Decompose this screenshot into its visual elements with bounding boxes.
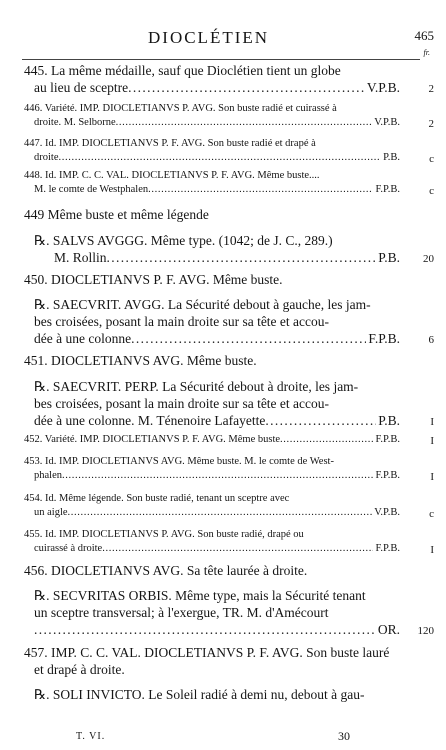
catalog-line xyxy=(24,138,400,149)
line-text: ℞. SECVRITAS ORBIS. Même type, mais la Sécurité tenant xyxy=(34,588,366,603)
catalog-line xyxy=(34,470,400,481)
dot-leader xyxy=(102,543,373,554)
rarity-code: F.P.B. xyxy=(368,331,400,346)
dot-leader xyxy=(116,117,373,128)
rarity-code: F.P.B. xyxy=(375,434,400,445)
dot-leader xyxy=(34,622,376,638)
line-text: 448. Id. IMP. C. C. VAL. DIOCLETIANVS P. F. AVG. Même buste.... xyxy=(24,170,320,181)
price-value: c xyxy=(429,185,434,197)
catalog-line xyxy=(34,80,400,96)
line-text: 452. Variété. IMP. DIOCLETIANVS P. F. AVG. Même buste xyxy=(24,434,281,445)
catalog-line xyxy=(24,170,400,181)
price-value: c xyxy=(429,508,434,520)
line-text: un sceptre transversal; à l'exergue, TR. M. d'Amécourt xyxy=(34,605,329,620)
catalog-line xyxy=(24,563,400,579)
line-text: 453. Id. IMP. DIOCLETIANVS AVG. Même buste. M. le comte de West- xyxy=(24,456,334,467)
line-text: bes croisées, posant la main droite sur sa tête et accou- xyxy=(34,396,330,411)
catalog-line xyxy=(34,152,400,163)
price-value: c xyxy=(429,153,434,165)
catalog-line xyxy=(34,588,400,604)
price-value: I xyxy=(430,544,434,556)
rarity-code: F.P.B. xyxy=(375,470,400,481)
catalog-line xyxy=(34,396,400,412)
catalog-line xyxy=(34,622,400,638)
rarity-code: F.P.B. xyxy=(375,543,400,554)
price-value: 2 xyxy=(428,83,434,95)
line-text: dée à une colonne xyxy=(34,331,132,346)
page-header xyxy=(0,28,446,57)
catalog-line xyxy=(24,103,400,114)
line-text: M. Rollin xyxy=(54,250,107,265)
line-text: et drapé à droite. xyxy=(34,662,125,677)
catalog-line xyxy=(34,297,400,313)
rarity-code: P.B. xyxy=(383,152,400,163)
catalog-line xyxy=(34,507,400,518)
line-text: 449 Même buste et même légende xyxy=(24,207,209,222)
currency-unit: fr. xyxy=(423,48,430,57)
rarity-code: OR. xyxy=(377,622,400,637)
catalog-line xyxy=(54,250,400,266)
catalog-line xyxy=(24,434,400,445)
footer-signature: T. VI. xyxy=(76,731,106,742)
catalog-line xyxy=(24,63,400,79)
line-text: phalen xyxy=(34,470,62,481)
catalog-line xyxy=(24,456,400,467)
catalog-line xyxy=(34,331,400,347)
line-text: 445. La même médaille, sauf que Dioclétien tient un globe xyxy=(24,63,341,78)
price-value: I xyxy=(430,471,434,483)
catalog-line xyxy=(24,272,400,288)
catalog-line xyxy=(34,413,400,429)
catalog-line xyxy=(24,645,400,661)
rarity-code: V.P.B. xyxy=(374,507,400,518)
line-text: 446. Variété. IMP. DIOCLETIANVS P. AVG. Son buste radié et cuirassé à xyxy=(24,103,337,114)
catalog-line xyxy=(34,233,400,249)
price-value: 2 xyxy=(428,118,434,130)
line-text: un aigle xyxy=(34,507,68,518)
catalog-line xyxy=(34,605,400,621)
catalog-line xyxy=(24,529,400,540)
catalog-line xyxy=(34,687,400,703)
price-value: I xyxy=(430,435,434,447)
rarity-code: F.P.B. xyxy=(375,184,400,195)
line-text: dée à une colonne. M. Ténenoire Lafayette xyxy=(34,413,266,428)
line-text: 447. Id. IMP. DIOCLETIANVS P. F. AVG. Son buste radié et drapé à xyxy=(24,138,316,149)
dot-leader xyxy=(265,413,376,429)
footer-sheet-number: 30 xyxy=(338,729,350,743)
price-value: 6 xyxy=(428,334,434,346)
page-title: DIOCLÉTIEN xyxy=(148,28,270,47)
line-text: bes croisées, posant la main droite sur sa tête et accou- xyxy=(34,314,330,329)
catalog-line xyxy=(34,314,400,330)
dot-leader xyxy=(107,250,377,266)
dot-leader xyxy=(148,184,373,195)
dot-leader xyxy=(62,470,373,481)
rarity-code: P.B. xyxy=(378,250,400,265)
line-text: 454. Id. Même légende. Son buste radié, tenant un sceptre avec xyxy=(24,493,290,504)
rarity-code: V.P.B. xyxy=(366,80,400,95)
rarity-code: V.P.B. xyxy=(374,117,400,128)
catalog-line xyxy=(24,207,400,223)
catalog-line xyxy=(34,379,400,395)
line-text: ℞. SAECVRIT. AVGG. La Sécurité debout à gauche, les jam- xyxy=(34,297,371,312)
line-text: 456. DIOCLETIANVS AVG. Sa tête laurée à droite. xyxy=(24,563,308,578)
line-text: au lieu de sceptre xyxy=(34,80,129,95)
dot-leader xyxy=(59,152,382,163)
price-value: 20 xyxy=(423,253,434,265)
line-text: 450. DIOCLETIANVS P. F. AVG. Même buste. xyxy=(24,272,283,287)
line-text: 457. IMP. C. C. VAL. DIOCLETIANVS P. F. AVG. Son buste lauré xyxy=(24,645,390,660)
price-value: I xyxy=(430,416,434,428)
line-text: 451. DIOCLETIANVS AVG. Même buste. xyxy=(24,353,257,368)
catalog-line xyxy=(34,662,400,678)
price-value: 120 xyxy=(417,625,434,637)
catalog-line xyxy=(34,543,400,554)
catalog-line xyxy=(24,493,400,504)
line-text: ℞. SOLI INVICTO. Le Soleil radié à demi nu, debout à gau- xyxy=(34,687,365,702)
catalog-line xyxy=(24,353,400,369)
catalog-line xyxy=(34,117,400,128)
dot-leader xyxy=(68,507,373,518)
rarity-code: P.B. xyxy=(378,413,400,428)
line-text: droite xyxy=(34,152,59,163)
line-text: 455. Id. IMP. DIOCLETIANVS P. AVG. Son buste radié, drapé ou xyxy=(24,529,304,540)
line-text: ℞. SALVS AVGGG. Même type. (1042; de J. C., 289.) xyxy=(34,233,333,248)
page-number: 465 xyxy=(414,28,434,43)
line-text: cuirassé à droite xyxy=(34,543,103,554)
dot-leader xyxy=(128,80,365,96)
line-text: droite. M. Selborne xyxy=(34,117,116,128)
header-rule xyxy=(22,59,420,60)
dot-leader xyxy=(131,331,366,347)
dot-leader xyxy=(280,434,373,445)
catalog-line xyxy=(34,184,400,195)
line-text: ℞. SAECVRIT. PERP. La Sécurité debout à droite, les jam- xyxy=(34,379,359,394)
line-text: M. le comte de Westphalen xyxy=(34,184,149,195)
